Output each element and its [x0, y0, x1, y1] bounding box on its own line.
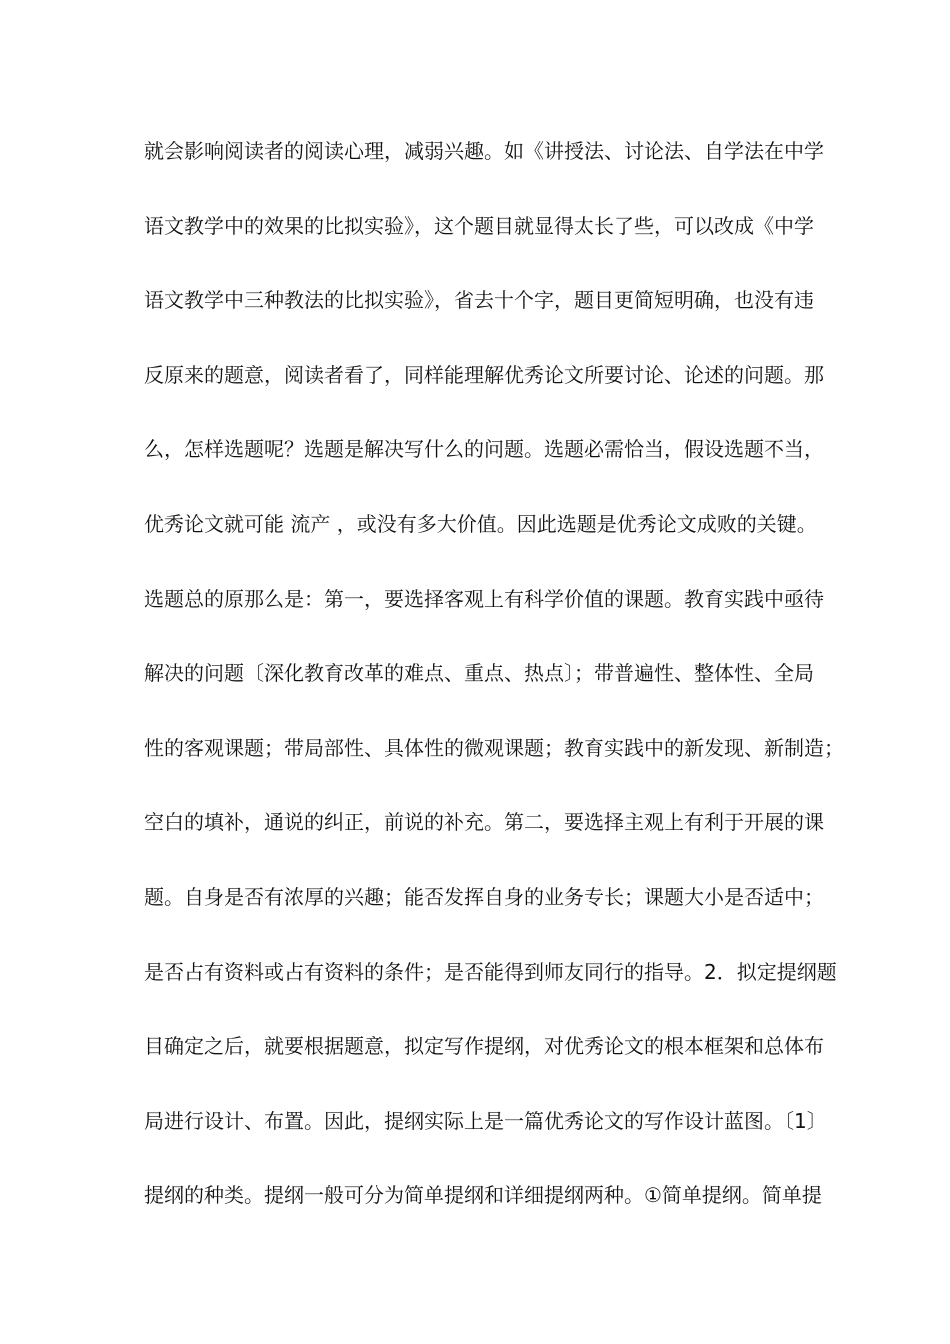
text-line: 优秀论文就可能 流产 ，或没有多大价值。因此选题是优秀论文成败的关键。 — [144, 511, 817, 536]
text-line: 语文教学中的效果的比拟实验》，这个题目就显得太长了些，可以改成《中学 — [144, 213, 814, 238]
text-line: 解决的问题〔深化教育改革的难点、重点、热点〕；带普遍性、整体性、全局 — [144, 661, 814, 686]
body-text — [144, 131, 844, 1250]
text-line: 么，怎样选题呢？选题是解决写什么的问题。选题必需恰当，假设选题不当， — [144, 437, 824, 462]
text-line: 空白的填补，通说的纠正，前说的补充。第二，要选择主观上有利于开展的课 — [144, 810, 824, 835]
text-line: 局进行设计、布置。因此，提纲实际上是一篇优秀论文的写作设计蓝图。〔1〕 — [144, 1108, 827, 1133]
text-line: 性的客观课题；带局部性、具体性的微观课题；教育实践中的新发现、新制造； — [144, 735, 844, 760]
text-line: 选题总的原那么是：第一，要选择客观上有科学价值的课题。教育实践中亟待 — [144, 586, 824, 611]
text-line: 语文教学中三种教法的比拟实验》，省去十个字，题目更简短明确，也没有违 — [144, 288, 814, 313]
text-line: 是否占有资料或占有资料的条件；是否能得到师友同行的指导。2．拟定提纲题 — [144, 959, 837, 984]
text-line: 提纲的种类。提纲一般可分为简单提纲和详细提纲两种。①简单提纲。简单提 — [144, 1183, 822, 1208]
text-line: 题。自身是否有浓厚的兴趣；能否发挥自身的业务专长；课题大小是否适中； — [144, 884, 824, 909]
text-line: 目确定之后，就要根据题意，拟定写作提纲，对优秀论文的根本框架和总体布 — [144, 1034, 824, 1059]
text-line: 反原来的题意，阅读者看了，同样能理解优秀论文所要讨论、论述的问题。那 — [144, 362, 824, 387]
text-line: 就会影响阅读者的阅读心理，减弱兴趣。如《讲授法、讨论法、自学法在中学 — [144, 139, 824, 163]
